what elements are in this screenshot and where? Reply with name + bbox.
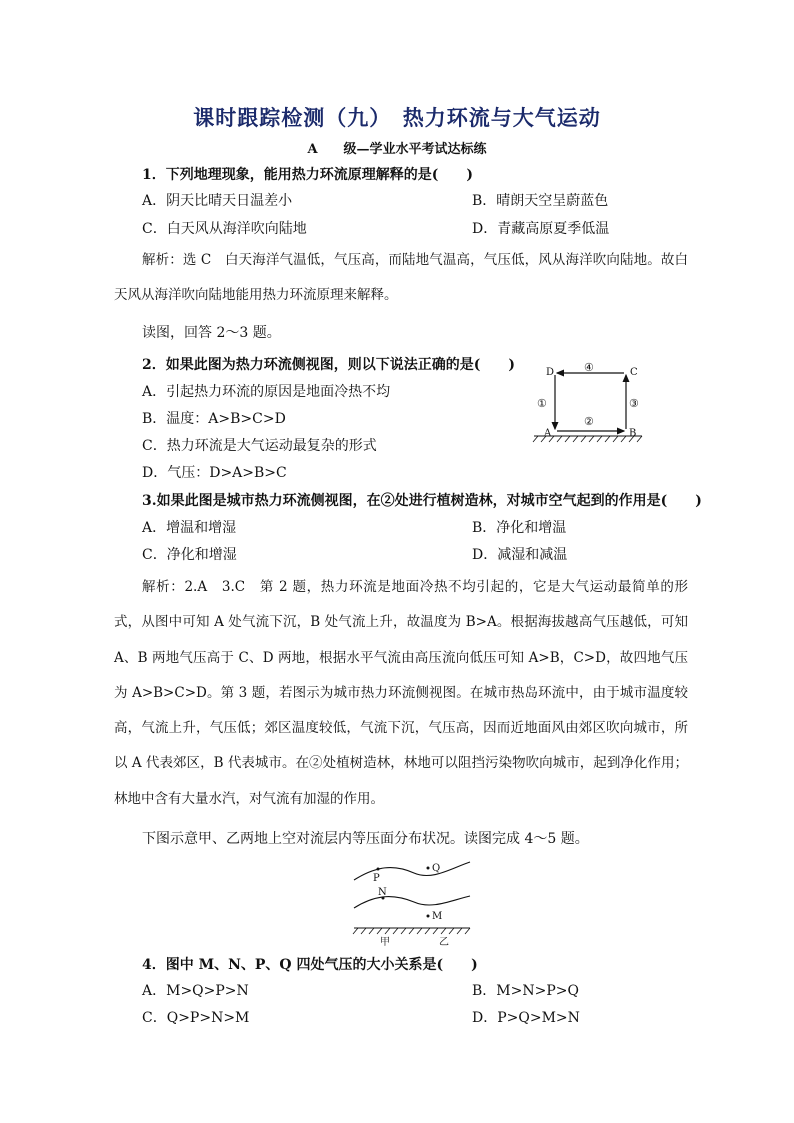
lower-isobaric-surface [354, 896, 470, 908]
question-4-option-b[interactable]: B．M>N>P>Q [472, 983, 579, 999]
label-n: N [378, 887, 387, 898]
arrow-label-2: ② [584, 415, 594, 428]
analysis-2-text: 解析：2.A 3.C 第 2 题，热力环流是地面冷热不均引起的，它是大气运动最简单的形式，从图中可知 A 处气流下沉，B 处气流上升，故温度为 B>A。根据海拔越高气压越低，可知 A、B 两地气压高于 C、D 两地，根据水平气流由高压流向低压可知 A>B，C>D，故四地气压为 A>B>C>D。第 3 题，若图示为城市热力环流侧视图。在城市热岛环流中，由于城市温度较高，气流上升，气压低；郊区温度较低，气流下沉，气压高，因而近地面风由郊区吹向城市，所以 A 代表郊区，B 代表城市。在②处植树造林，林地可以阻挡污染物吹向城市，起到净化作用；林地中含有大量水汽，对气流有加湿的作用。 [114, 579, 688, 807]
question-1-option-c[interactable]: C．白天风从海洋吹向陆地 [142, 221, 307, 237]
question-2-option-a[interactable]: A．引起热力环流的原因是地面冷热不均 [142, 384, 391, 400]
question-1-stem: 1．下列地理现象，能用热力环流原理解释的是( ) [142, 167, 473, 183]
question-2-option-c[interactable]: C．热力环流是大气运动最复杂的形式 [142, 438, 377, 454]
question-3-option-b[interactable]: B．净化和增温 [472, 520, 567, 536]
analysis-1 [114, 243, 688, 314]
question-3-option-d[interactable]: D．减湿和减温 [472, 547, 568, 563]
ground-hatching [353, 928, 470, 934]
point-p [377, 868, 380, 871]
label-b: B [629, 428, 637, 439]
question-3-option-c[interactable]: C．净化和增湿 [142, 547, 237, 563]
isobaric-surface-diagram [352, 856, 472, 946]
question-3-stem: 3.如果此图是城市热力环流侧视图，在②处进行植树造林，对城市空气起到的作用是( ) [142, 493, 702, 509]
question-2-option-b[interactable]: B．温度：A>B>C>D [142, 411, 286, 427]
question-1-option-b[interactable]: B．晴朗天空呈蔚蓝色 [472, 193, 609, 209]
page-title: 课时跟踪检测（九） 热力环流与大气运动 [193, 105, 601, 130]
question-4-option-a[interactable]: A．M>Q>P>N [142, 983, 249, 999]
point-q [427, 867, 430, 870]
analysis-1-text: 解析：选 C 白天海洋气温低，气压高，而陆地气温高，气压低，风从海洋吹向陆地。故白天风从海洋吹向陆地能用热力环流原理来解释。 [114, 252, 688, 304]
label-m: M [432, 911, 443, 922]
analysis-2 [114, 570, 688, 817]
thermal-circulation-diagram [530, 360, 645, 452]
label-c: C [630, 367, 638, 378]
label-yi: 乙 [439, 937, 449, 946]
label-p: P [373, 873, 380, 884]
reading-prompt-2-3: 读图，回答 2～3 题。 [142, 325, 281, 341]
question-2-stem: 2．如果此图为热力环流侧视图，则以下说法正确的是( ) [142, 357, 515, 373]
section-subtitle: A 级—学业水平考试达标练 [307, 142, 487, 157]
question-4-option-d[interactable]: D．P>Q>M>N [472, 1010, 580, 1026]
arrow-label-4: ④ [584, 361, 594, 374]
label-jia: 甲 [380, 937, 390, 946]
label-q: Q [432, 863, 441, 874]
question-2-option-d[interactable]: D．气压：D>A>B>C [142, 465, 287, 481]
arrow-label-1: ① [537, 397, 547, 410]
question-1-option-a[interactable]: A．阴天比晴天日温差小 [142, 193, 293, 209]
question-4-option-c[interactable]: C．Q>P>N>M [142, 1010, 250, 1026]
question-4-stem: 4．图中 M、N、P、Q 四处气压的大小关系是( ) [142, 957, 478, 973]
label-a: A [544, 428, 552, 439]
point-m [427, 915, 430, 918]
label-d: D [546, 367, 555, 378]
arrow-label-3: ③ [629, 397, 639, 410]
question-3-option-a[interactable]: A．增温和增湿 [142, 520, 237, 536]
reading-prompt-4-5: 下图示意甲、乙两地上空对流层内等压面分布状况。读图完成 4～5 题。 [142, 831, 589, 847]
question-1-option-d[interactable]: D．青藏高原夏季低温 [472, 221, 610, 237]
upper-isobaric-surface [354, 862, 470, 880]
